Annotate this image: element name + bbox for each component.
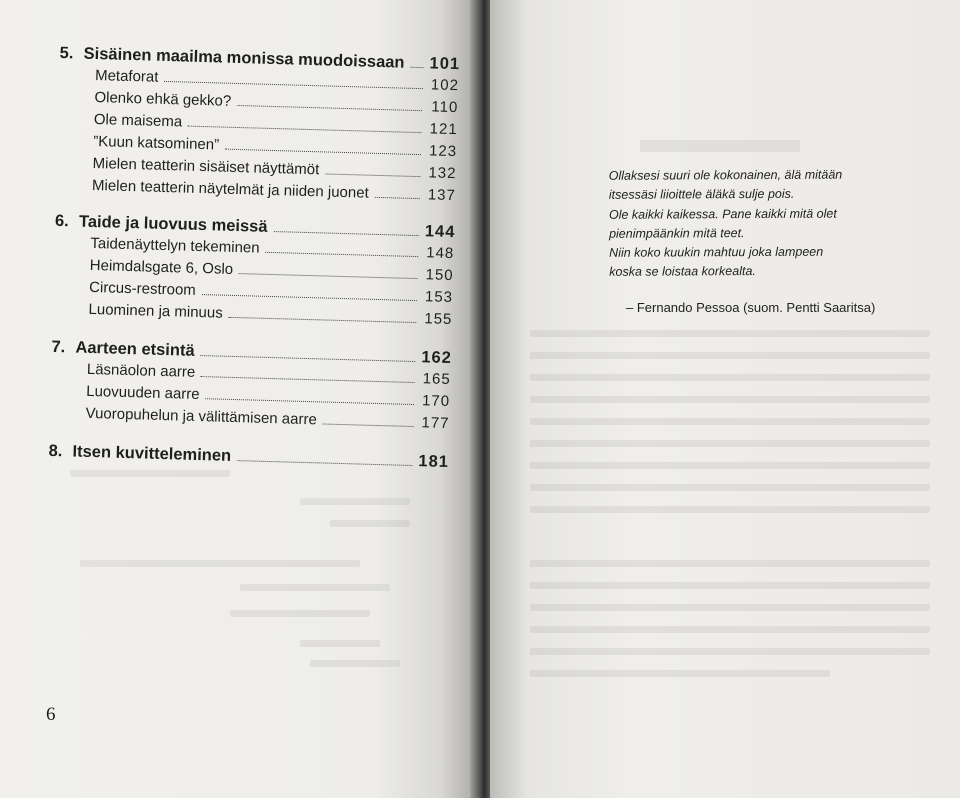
- poem-line: koska se loistaa korkealta.: [609, 264, 756, 280]
- page-ref: 137: [427, 186, 457, 205]
- show-through-texture: [490, 0, 960, 798]
- poem-line: Ollaksesi suuri ole kokonainen, älä mitään: [608, 167, 843, 183]
- entry-title: Läsnäolon aarre: [86, 360, 196, 381]
- poem-line: Ole kaikki kaikessa. Pane kaikki mitä olet: [608, 206, 837, 222]
- page-ref: 101: [429, 54, 461, 74]
- chapter-title: Aarteen etsintä: [75, 338, 195, 360]
- entry-title: Vuoropuhelun ja välittämisen aarre: [85, 404, 318, 429]
- poem-line: pienimpäänkin mitä teet.: [609, 225, 745, 241]
- chapter-number: 8.: [48, 441, 63, 461]
- entry-title: Luominen ja minuus: [88, 300, 223, 322]
- dot-leader: [410, 53, 423, 68]
- entry-title: Olenko ehkä gekko?: [94, 88, 232, 110]
- chapter-number: 7.: [51, 337, 66, 357]
- entry-title: Heimdalsgate 6, Oslo: [89, 256, 234, 278]
- chapter-title: Taide ja luovuus meissä: [78, 212, 268, 236]
- dot-leader: [325, 159, 421, 177]
- entry-title: Luovuuden aarre: [86, 382, 200, 404]
- entry-title: Mielen teatterin näytelmät ja niiden juonet: [91, 176, 369, 202]
- page-ref: 153: [424, 288, 454, 307]
- right-page: [490, 0, 960, 798]
- epigraph-attribution: – Fernando Pessoa (suom. Pentti Saaritsa): [626, 300, 876, 315]
- page-ref: 181: [418, 452, 450, 472]
- entry-title: Metaforat: [94, 66, 159, 86]
- page-ref: 132: [428, 164, 457, 183]
- entry-title: Circus-restroom: [88, 278, 197, 299]
- dot-leader: [237, 446, 413, 466]
- page-ref: 102: [430, 76, 460, 95]
- dot-leader: [265, 238, 418, 257]
- page-ref: 148: [425, 244, 455, 263]
- page-ref: 110: [431, 98, 459, 117]
- chapter-number: 6.: [54, 211, 70, 231]
- page-ref: 165: [422, 370, 451, 389]
- entry-title: ”Kuun katsominen”: [92, 132, 220, 154]
- dot-leader: [201, 341, 416, 362]
- dot-leader: [375, 183, 421, 199]
- poem-line: Niin koko kuukin mahtuu joka lampeen: [609, 244, 824, 260]
- poem-line: itsessäsi liioittele äläkä sulje pois.: [608, 187, 795, 203]
- chapter-title: Sisäinen maailma monissa muodoissaan: [83, 44, 405, 72]
- dot-leader: [323, 409, 414, 427]
- entry-title: Mielen teatterin sisäiset näyttämöt: [92, 154, 320, 179]
- page-number: 6: [46, 704, 56, 725]
- page-ref: 144: [424, 222, 456, 242]
- page-ref: 170: [421, 392, 451, 411]
- page-ref: 155: [424, 310, 453, 329]
- entry-title: Taidenäyttelyn tekeminen: [90, 234, 260, 257]
- page-ref: 121: [429, 120, 458, 139]
- page-ref: 162: [421, 348, 453, 368]
- dot-leader: [273, 217, 419, 236]
- left-page: [0, 0, 478, 798]
- chapter-number: 5.: [59, 43, 74, 63]
- page-ref: 150: [425, 266, 454, 285]
- epigraph-poem: [609, 165, 910, 282]
- page-ref: 177: [421, 414, 450, 433]
- entry-title: Ole maisema: [93, 110, 183, 131]
- page-ref: 123: [428, 142, 458, 161]
- chapter-title: Itsen kuvitteleminen: [72, 442, 232, 465]
